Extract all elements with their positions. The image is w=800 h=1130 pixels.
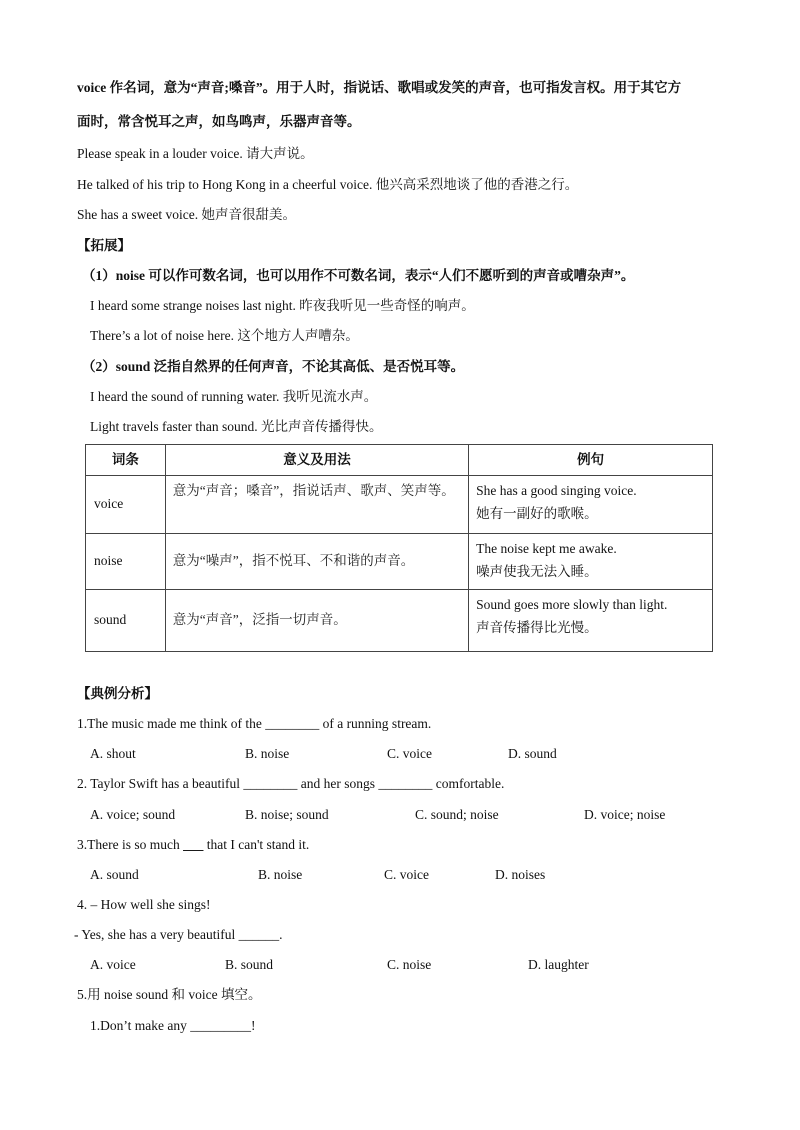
question-4-reply: - Yes, she has a very beautiful ______.	[74, 927, 283, 942]
q1-option-c: C. voice	[387, 746, 432, 761]
row-word: sound	[86, 590, 166, 652]
example-cn: 她有一副好的歌喉。	[476, 506, 598, 522]
question-3	[77, 837, 309, 853]
q3-option-b: B. noise	[258, 867, 303, 882]
extension-point-2-example-1: I heard the sound of running water. 我听见流水声。	[90, 389, 378, 404]
row-word: noise	[86, 534, 166, 590]
q2-option-b: B. noise; sound	[245, 807, 329, 822]
header-example: 例句	[469, 445, 713, 476]
vocabulary-table	[85, 444, 713, 652]
q3-option-d: D. noises	[495, 867, 546, 882]
q4-option-a: A. voice	[90, 957, 136, 972]
extension-point-1: （1）noise 可以作可数名词，也可以用作不可数名词，表示“人们不愿听到的声音或嘈杂声”。	[82, 268, 635, 283]
row-meaning: 意为“声音；嗓音”，指说话声、歌声、笑声等。	[165, 476, 468, 534]
table-header-row	[86, 445, 713, 476]
table-row	[86, 476, 713, 534]
row-example	[469, 590, 713, 652]
question-1: 1.The music made me think of the ________ of a running stream.	[77, 716, 432, 731]
q1-option-b: B. noise	[245, 746, 290, 761]
q2-option-c: C. sound; noise	[415, 807, 499, 822]
question-5: 5.用 noise sound 和 voice 填空。	[77, 987, 262, 1002]
q3-option-a: A. sound	[90, 867, 139, 882]
example-cn: 噪声使我无法入睡。	[476, 564, 598, 580]
intro-line-2: 面时，常含悦耳之声，如鸟鸣声，乐器声音等。	[77, 114, 361, 129]
q1-option-d: D. sound	[508, 746, 557, 761]
row-word: voice	[86, 476, 166, 534]
q2-option-d: D. voice; noise	[584, 807, 666, 822]
table-row	[86, 534, 713, 590]
question-4: 4. – How well she sings!	[77, 897, 211, 912]
intro-example-1: Please speak in a louder voice. 请大声说。	[77, 146, 314, 161]
row-meaning: 意为“噪声”，指不悦耳、不和谐的声音。	[165, 534, 468, 590]
question-5-item-1: 1.Don’t make any _________!	[90, 1018, 256, 1033]
question-2: 2. Taylor Swift has a beautiful ________ and her songs ________ comfortable.	[77, 776, 505, 791]
extension-point-2-example-2: Light travels faster than sound. 光比声音传播得快。	[90, 419, 383, 434]
row-meaning: 意为“声音”，泛指一切声音。	[165, 590, 468, 652]
q2-option-a: A. voice; sound	[90, 807, 176, 822]
q4-option-b: B. sound	[225, 957, 274, 972]
row-example	[469, 534, 713, 590]
example-en: The noise kept me awake.	[476, 541, 617, 556]
example-en: Sound goes more slowly than light.	[476, 597, 668, 612]
intro-example-3: She has a sweet voice. 她声音很甜美。	[77, 207, 296, 222]
q3-text-after: that I can't stand it.	[203, 837, 310, 852]
q3-option-c: C. voice	[384, 867, 429, 882]
extension-point-1-example-1: I heard some strange noises last night. 昨夜我听见一些奇怪的响声。	[90, 298, 475, 313]
extension-point-1-example-2: There’s a lot of noise here. 这个地方人声嘈杂。	[90, 328, 359, 343]
header-word: 词条	[86, 445, 166, 476]
table-row	[86, 590, 713, 652]
header-meaning: 意义及用法	[165, 445, 468, 476]
example-cn: 声音传播得比光慢。	[476, 620, 598, 636]
analysis-heading: 【典例分析】	[77, 686, 158, 701]
intro-example-2: He talked of his trip to Hong Kong in a cheerful voice. 他兴高采烈地谈了他的香港之行。	[77, 177, 579, 192]
q1-option-a: A. shout	[90, 746, 136, 761]
q3-text-before: 3.There is so much	[77, 837, 184, 852]
extension-heading: 【拓展】	[77, 238, 131, 253]
q3-blank: ___	[183, 837, 204, 852]
row-example	[469, 476, 713, 534]
intro-line-1: voice 作名词，意为“声音;嗓音”。用于人时，指说话、歌唱或发笑的声音，也可指发言权。用于其它方	[77, 80, 682, 95]
q4-option-c: C. noise	[387, 957, 432, 972]
example-en: She has a good singing voice.	[476, 483, 637, 498]
extension-point-2: （2）sound 泛指自然界的任何声音，不论其高低、是否悦耳等。	[82, 359, 465, 374]
q4-option-d: D. laughter	[528, 957, 589, 972]
